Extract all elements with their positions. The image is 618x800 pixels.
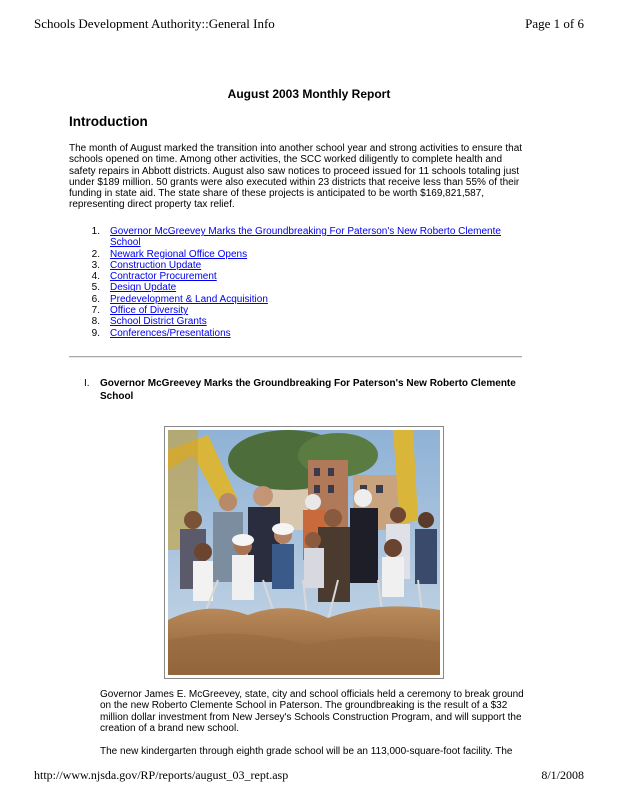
- photo-caption: Governor James E. McGreevey, state, city and school officials held a ceremony to break ground on the new Roberto Clemente School in Paterson. The groundbreaking is the result of a $32 million dollar investment from New Jersey's Schools Construction Program, and will support the creation of a brand new school.: [100, 689, 524, 734]
- toc-link-construction-update[interactable]: Construction Update: [110, 259, 202, 271]
- toc-item: [69, 294, 529, 305]
- toc-item: [69, 271, 529, 282]
- toc-link-office-of-diversity[interactable]: Office of Diversity: [110, 305, 189, 317]
- toc-item: [69, 316, 529, 327]
- introduction-heading: Introduction: [69, 114, 148, 129]
- toc-number: 3.: [91, 259, 100, 271]
- toc-number: 5.: [91, 282, 100, 294]
- footer-date: 8/1/2008: [541, 768, 584, 782]
- print-footer: [34, 768, 584, 783]
- toc-number: 8.: [91, 316, 100, 328]
- toc-link-groundbreaking[interactable]: Governor McGreevey Marks the Groundbreaking For Paterson's New Roberto Clemente School: [110, 226, 501, 249]
- toc-link-predevelopment[interactable]: Predevelopment & Land Acquisition: [110, 293, 268, 305]
- toc-link-design-update[interactable]: Design Update: [110, 282, 177, 294]
- header-site-title: Schools Development Authority::General Info: [34, 16, 275, 31]
- toc-item: [69, 249, 529, 260]
- toc-number: 2.: [91, 248, 100, 260]
- toc-item: [69, 226, 529, 249]
- toc-item: [69, 328, 529, 339]
- toc-number: 7.: [91, 305, 100, 317]
- section-number: I.: [84, 378, 90, 389]
- toc-number: 4.: [91, 271, 100, 283]
- print-header: [34, 16, 584, 32]
- introduction-paragraph: The month of August marked the transition into another school year and strong activities to ensure that schools opened on time. Among other activities, the SCC worked diligently to complete health and safety repairs in Abbott districts. August also saw notices to proceed issued for 11 schools totaling just under $189 million. 50 grants were also executed within 23 districts that receive less than 55% of their funding in state aid. The state share of these projects is anticipated to be worth $169,821,587, representing direct property tax relief.: [69, 143, 523, 211]
- toc-item: [69, 282, 529, 293]
- toc-number: 6.: [91, 293, 100, 305]
- section-divider: [69, 356, 522, 358]
- section-body-text: The new kindergarten through eighth grade school will be an 113,000-square-foot facility. The: [100, 746, 513, 757]
- toc-item: [69, 305, 529, 316]
- photo-illustration: [168, 430, 440, 675]
- toc-link-newark-office[interactable]: Newark Regional Office Opens: [110, 248, 248, 260]
- table-of-contents: [69, 226, 529, 339]
- footer-url: http://www.njsda.gov/RP/reports/august_03_rept.asp: [34, 768, 289, 782]
- toc-item: [69, 260, 529, 271]
- section-heading: Governor McGreevey Marks the Groundbreaking For Paterson's New Roberto Clemente School: [100, 378, 516, 402]
- header-page-number: Page 1 of 6: [525, 16, 584, 31]
- report-title: August 2003 Monthly Report: [227, 87, 391, 101]
- toc-link-district-grants[interactable]: School District Grants: [110, 316, 207, 328]
- toc-link-conferences[interactable]: Conferences/Presentations: [110, 327, 231, 339]
- toc-number: 9.: [91, 327, 100, 339]
- toc-link-contractor-procurement[interactable]: Contractor Procurement: [110, 271, 217, 283]
- toc-number: 1.: [91, 226, 100, 237]
- groundbreaking-photo: [164, 426, 444, 679]
